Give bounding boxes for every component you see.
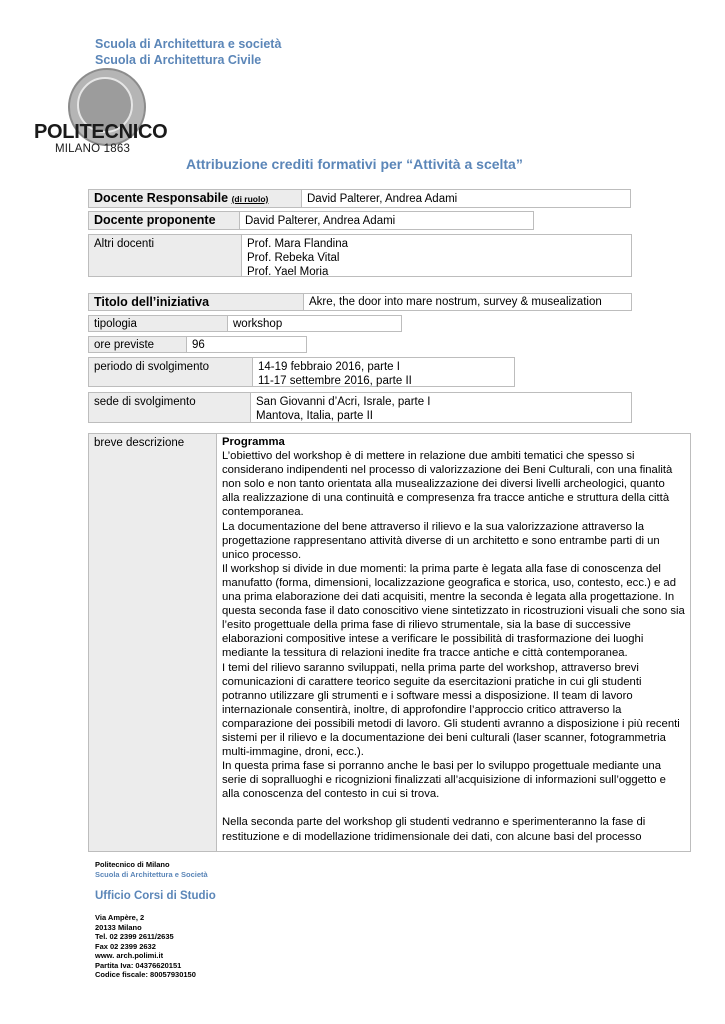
sede-line: San Giovanni d’Acri, Israle, parte I <box>256 396 431 408</box>
descrizione-paragraph: La documentazione del bene attraverso il rilievo e la sua valorizzazione attraverso la progettazione rappresentano attività diverse di un architetto e sono entrambe parti di un unico processo. <box>222 520 660 561</box>
altri-docenti-item: Prof. Yael Moria <box>247 266 329 278</box>
descrizione-paragraph: In questa prima fase si porranno anche le basi per lo sviluppo progettuale mediante una serie di sopralluoghi e ricognizioni finalizzati all’acquisizione di informazioni sull’oggetto e alla conoscenza del contesto in cui si trova. <box>222 760 666 801</box>
altri-docenti-label: Altri docenti <box>88 234 242 277</box>
page-title: Attribuzione crediti formativi per “Attività a scelta” <box>186 156 523 172</box>
school-name-1: Scuola di Architettura e società <box>95 37 282 51</box>
sede-label: sede di svolgimento <box>88 392 251 423</box>
docente-responsabile-text: Docente Responsabile <box>94 191 229 205</box>
footer-address-line: 20133 Milano <box>95 922 142 932</box>
altri-docenti-item: Prof. Mara Flandina <box>247 238 348 250</box>
tipologia-label: tipologia <box>88 315 228 332</box>
sede-value <box>250 392 632 423</box>
descrizione-label: breve descrizione <box>88 433 217 852</box>
titolo-value: Akre, the door into mare nostrum, survey & musealization <box>303 293 632 311</box>
docente-proponente-value: David Palterer, Andrea Adami <box>239 211 534 230</box>
periodo-value <box>252 357 515 387</box>
di-ruolo-note: (di ruolo) <box>231 194 269 204</box>
logo-wordmark: POLITECNICO <box>34 121 168 143</box>
altri-docenti-list <box>241 234 632 277</box>
footer-org: Politecnico di Milano <box>95 860 170 869</box>
ore-previste-value: 96 <box>186 336 307 353</box>
periodo-line: 14-19 febbraio 2016, parte I <box>258 361 400 373</box>
tipologia-value: workshop <box>227 315 402 332</box>
footer-address-line: www. arch.polimi.it <box>95 951 164 960</box>
descrizione-paragraph: Il workshop si divide in due momenti: la prima parte è legata alla fase di conoscenza del manufatto (forma, dimensioni, localizzazione geografica e storica, uso, contesto, ecc.) e ad una prima elaborazione dei dati acquisiti, mentre la seconda è legata alla progettazione. In questa seconda fase il dato conoscitivo viene sintetizzato in ricostruzioni visuali che sono sia l’esito progettuale della prima fase di rilievo strumentale, sia la base di successive elaborazioni compositive intese a verificare le possibilità di trasformazione dei luoghi mediante la tessitura di relazioni inedite fra tracce antiche e città contemporanea. <box>222 562 685 660</box>
descrizione-content <box>216 433 691 852</box>
footer-office: Ufficio Corsi di Studio <box>95 890 216 902</box>
footer-address-line: Via Ampère, 2 <box>95 913 145 922</box>
docente-responsabile-value: David Palterer, Andrea Adami <box>301 189 631 208</box>
altri-docenti-item: Prof. Rebeka Vital <box>247 252 340 264</box>
sede-line: Mantova, Italia, parte II <box>256 410 373 422</box>
descrizione-paragraph: L’obiettivo del workshop è di mettere in relazione due ambiti tematici che spesso si considerano indipendenti nel processo di valorizzazione dei Beni Culturali, con una finalità non solo e non tanto orientata alla musealizzazione dei diversi livelli archeologici, quanto alla realizzazione di una continuità e compresenza fra tracce antiche e struttura della città contemporanea. <box>222 450 673 519</box>
school-name-2: Scuola di Architettura Civile <box>95 53 262 67</box>
footer-address-line: Tel. 02 2399 2611/2635 <box>95 932 174 941</box>
footer-address-line: Partita Iva: 04376620151 <box>95 960 182 970</box>
logo-city: MILANO 1863 <box>55 143 131 155</box>
footer-address-line: Codice fiscale: 80057930150 <box>95 970 196 979</box>
docente-proponente-label: Docente proponente <box>88 211 240 230</box>
docente-responsabile-label <box>88 189 302 208</box>
programma-heading: Programma <box>222 436 285 448</box>
footer-school: Scuola di Architettura e Società <box>95 870 208 879</box>
footer-address-line: Fax 02 2399 2632 <box>95 941 156 951</box>
periodo-label: periodo di svolgimento <box>88 357 253 387</box>
footer-address <box>95 913 196 980</box>
descrizione-paragraph: I temi del rilievo saranno sviluppati, nella prima parte del workshop, attraverso brevi comunicazioni di carattere teorico seguite da esercitazioni pratiche in cui gli studenti potranno utilizzare gli strumenti e i software messi a disposizione. Il team di lavoro internazionale consentirà, inoltre, di approfondire l’approccio critico attraverso la comparazione dei possibili metodi di lavoro. Gli studenti avranno a disposizione i più recenti sistemi per il rilievo e la documentazione dei beni culturali (laser scanner, fotogrammetria multi-immagine, droni, ecc.). <box>222 661 680 759</box>
descrizione-paragraph: Nella seconda parte del workshop gli studenti vedranno e sperimenteranno la fase di restituzione e di modellazione tridimensionale dei dati, con alcune basi del processo <box>222 816 646 843</box>
periodo-line: 11-17 settembre 2016, parte II <box>258 375 412 387</box>
titolo-label: Titolo dell’iniziativa <box>88 293 304 311</box>
ore-previste-label: ore previste <box>88 336 187 353</box>
